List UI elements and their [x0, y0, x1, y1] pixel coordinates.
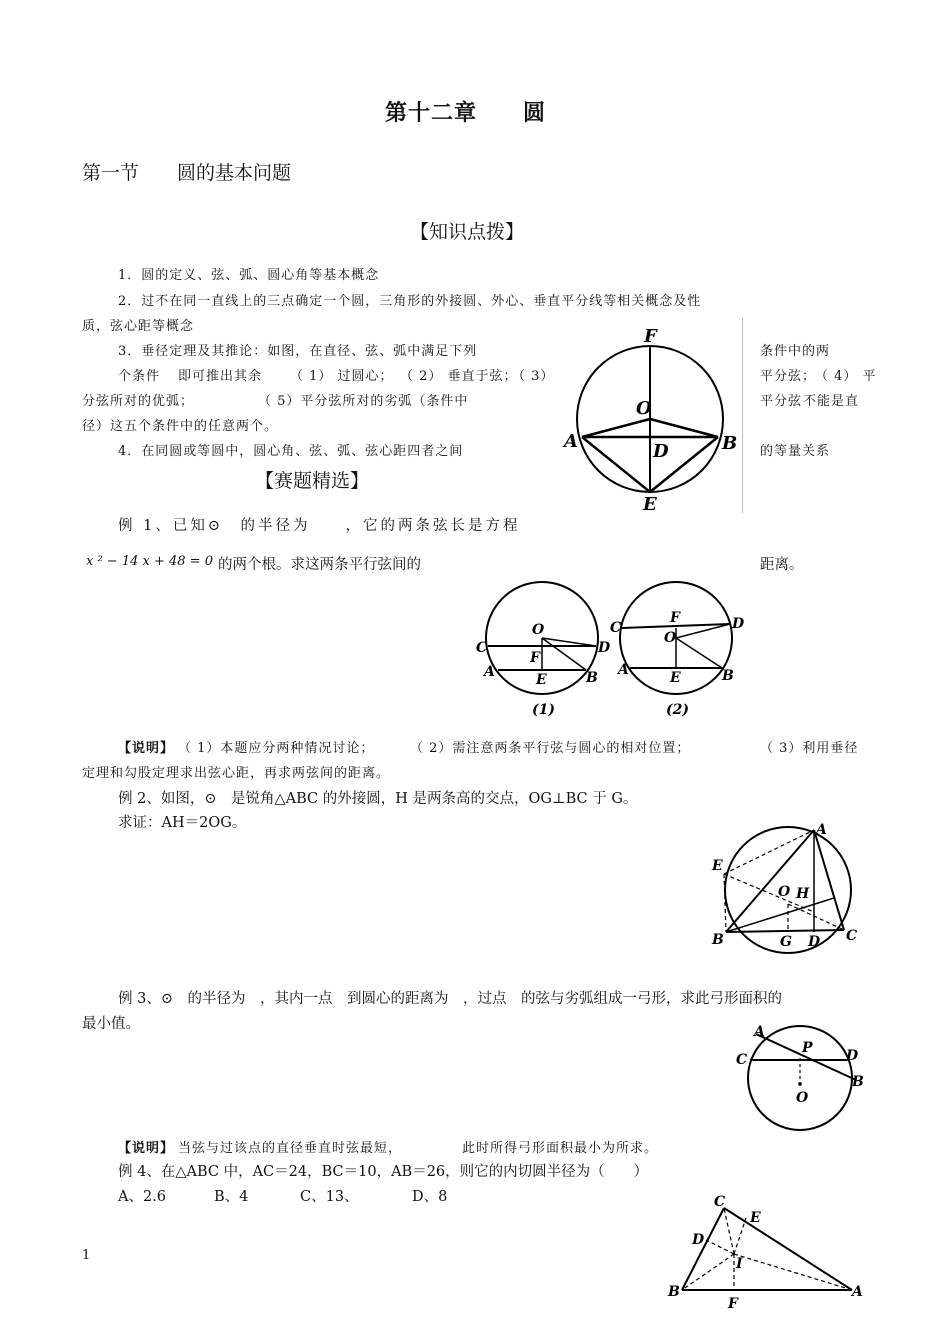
fig6-label-I: I [736, 1256, 743, 1272]
example3-line2: 最小值。 [82, 1016, 140, 1032]
figure-incircle-triangle [662, 1194, 872, 1312]
knowledge-item-3: 3．垂径定理及其推论：如图，在直径、弦、弧中满足下列 [118, 344, 478, 359]
example2-line2: 求证：AH＝2OG。 [118, 815, 247, 831]
knowledge-item-3-l2-right-a: 平分弦； [760, 369, 817, 384]
fig6-label-D: D [692, 1232, 705, 1248]
chapter-title: 第十二章 圆 [385, 100, 547, 126]
fig3-label-B: B [722, 668, 734, 684]
fig5-label-C: C [736, 1052, 748, 1068]
figure-chord-through-point [732, 1022, 877, 1142]
note1-part-a: （ 1）本题应分两种情况讨论； [178, 741, 375, 756]
fig6-label-E: E [750, 1210, 761, 1226]
fig2-label-F: F [530, 650, 540, 666]
fig6-label-B: B [668, 1284, 680, 1300]
knowledge-item-2: 2．过不在同一直线上的三点确定一个圆，三角形的外接圆、外心、垂直平分线等相关概念及性 [118, 294, 702, 309]
knowledge-item-2-cont: 质，弦心距等概念 [82, 319, 195, 334]
fig3-label-D: D [732, 616, 745, 632]
fig2-label-C: C [476, 640, 488, 656]
page-number: 1 [82, 1248, 91, 1263]
knowledge-item-3-right: 条件中的两 [760, 344, 831, 359]
divider [742, 318, 743, 513]
note2-part-a: 当弦与过该点的直径垂直时弦最短， [178, 1141, 403, 1156]
fig2-caption: (1) [532, 702, 555, 718]
fig3-label-F: F [670, 610, 680, 626]
fig5-label-A: A [754, 1024, 765, 1040]
example2-line1: 例 2、如图，⊙ 是锐角△ABC 的外接圆，H 是两条高的交点，OG⊥BC 于 G。 [118, 791, 638, 807]
knowledge-heading: 【知识点拨】 [410, 221, 525, 243]
knowledge-item-3-l2b: 即可推出其余 [178, 369, 263, 384]
fig3-label-E: E [670, 670, 681, 686]
example4-choice-b: B、4 [214, 1189, 249, 1205]
note2-part-b: 此时所得弓形面积最小为所求。 [462, 1141, 659, 1156]
fig4-label-D: D [808, 934, 821, 950]
knowledge-item-4: 4．在同圆或等圆中，圆心角、弦、弧、弦心距四者之间 [118, 444, 464, 459]
fig5-label-P: P [802, 1040, 813, 1056]
example4-choice-d: D、8 [412, 1189, 448, 1205]
knowledge-item-3-l2e: （ 3） [512, 369, 555, 384]
note1-part-c: （ 3）利用垂径 [760, 741, 859, 756]
fig4-label-C: C [846, 928, 858, 944]
example1-line1: 例 1、已知⊙ 的半径为 ，它的两条弦长是方程 [118, 518, 521, 534]
fig4-label-B: B [712, 932, 724, 948]
knowledge-item-3-l2d: （ 2） 垂直于弦； [400, 369, 518, 384]
fig4-label-O: O [778, 884, 791, 900]
contest-heading: 【赛题精选】 [255, 470, 370, 492]
fig3-label-C: C [610, 620, 622, 636]
knowledge-item-3-l2a: 个条件 [118, 369, 161, 384]
fig3-caption: (2) [666, 702, 689, 718]
fig1-label-D: D [653, 441, 669, 462]
knowledge-item-3-l3b: （ 5）平分弦所对的劣弧（条件中 [258, 394, 469, 409]
fig5-label-D: D [846, 1048, 859, 1064]
note1-part-b: （ 2）需注意两条平行弦与圆心的相对位置； [410, 741, 691, 756]
fig1-label-F: F [644, 326, 657, 347]
fig2-label-B: B [586, 670, 598, 686]
fig2-label-O: O [532, 622, 545, 638]
example4-line1: 例 4、在△ABC 中，AC＝24，BC＝10，AB＝26，则它的内切圆半径为（ ） [118, 1164, 649, 1180]
note1-line2: 定理和勾股定理求出弦心距，再求两弦间的距离。 [82, 766, 391, 781]
figure-parallel-chords [470, 578, 760, 723]
example4-choice-a: A、2.6 [118, 1189, 167, 1205]
knowledge-item-3-l3a: 分弦所对的优弧； [82, 394, 195, 409]
example4-choice-c: C、13、 [300, 1189, 359, 1205]
note2-label: 【说明】 [118, 1141, 175, 1156]
knowledge-item-3-l3-right-b: 不能是直 [803, 394, 860, 409]
fig2-label-D: D [598, 640, 611, 656]
fig1-label-E: E [643, 494, 657, 512]
fig4-label-H: H [796, 886, 810, 902]
fig4-label-E: E [712, 858, 723, 874]
fig3-label-A: A [618, 662, 629, 678]
example3-line1: 例 3、⊙ 的半径为 ，其内一点 到圆心的距离为 ，过点 的弦与劣弧组成一弓形，求此弓形面积的 [118, 991, 782, 1007]
example1-equation: x ² − 14 x + 48 = 0 [86, 554, 213, 569]
knowledge-item-4-right: 的等量关系 [760, 444, 831, 459]
example1-line2-right: 距离。 [760, 557, 804, 573]
fig2-label-A: A [484, 664, 495, 680]
fig6-label-A: A [852, 1284, 863, 1300]
fig2-label-E: E [536, 672, 547, 688]
knowledge-item-3-l4: 径）这五个条件中的任意两个。 [82, 419, 279, 434]
example1-line2: 的两个根。求这两条平行弦间的 [218, 557, 421, 573]
knowledge-item-1: 1．圆的定义、弦、弧、圆心角等基本概念 [118, 268, 380, 283]
knowledge-item-3-l2c: （ 1） 过圆心； [290, 369, 394, 384]
figure-circumcircle-orthocenter [708, 822, 878, 957]
figure-perpendicular-diameter [560, 322, 740, 512]
knowledge-item-3-l2-right-b: （ 4） 平 [815, 369, 877, 384]
note1-label: 【说明】 [118, 741, 175, 756]
fig1-label-A: A [564, 431, 578, 452]
section-title: 第一节 圆的基本问题 [82, 162, 292, 184]
fig4-label-G: G [780, 934, 792, 950]
fig6-label-C: C [714, 1194, 726, 1210]
knowledge-item-3-l3-right-a: 平分弦 [760, 394, 803, 409]
fig5-label-O: O [796, 1090, 809, 1106]
fig3-label-O: O [664, 630, 677, 646]
fig4-label-A: A [816, 822, 827, 838]
fig5-label-B: B [852, 1074, 864, 1090]
fig1-label-B: B [722, 433, 738, 454]
fig6-label-F: F [728, 1296, 738, 1312]
fig1-label-O: O [636, 398, 652, 419]
